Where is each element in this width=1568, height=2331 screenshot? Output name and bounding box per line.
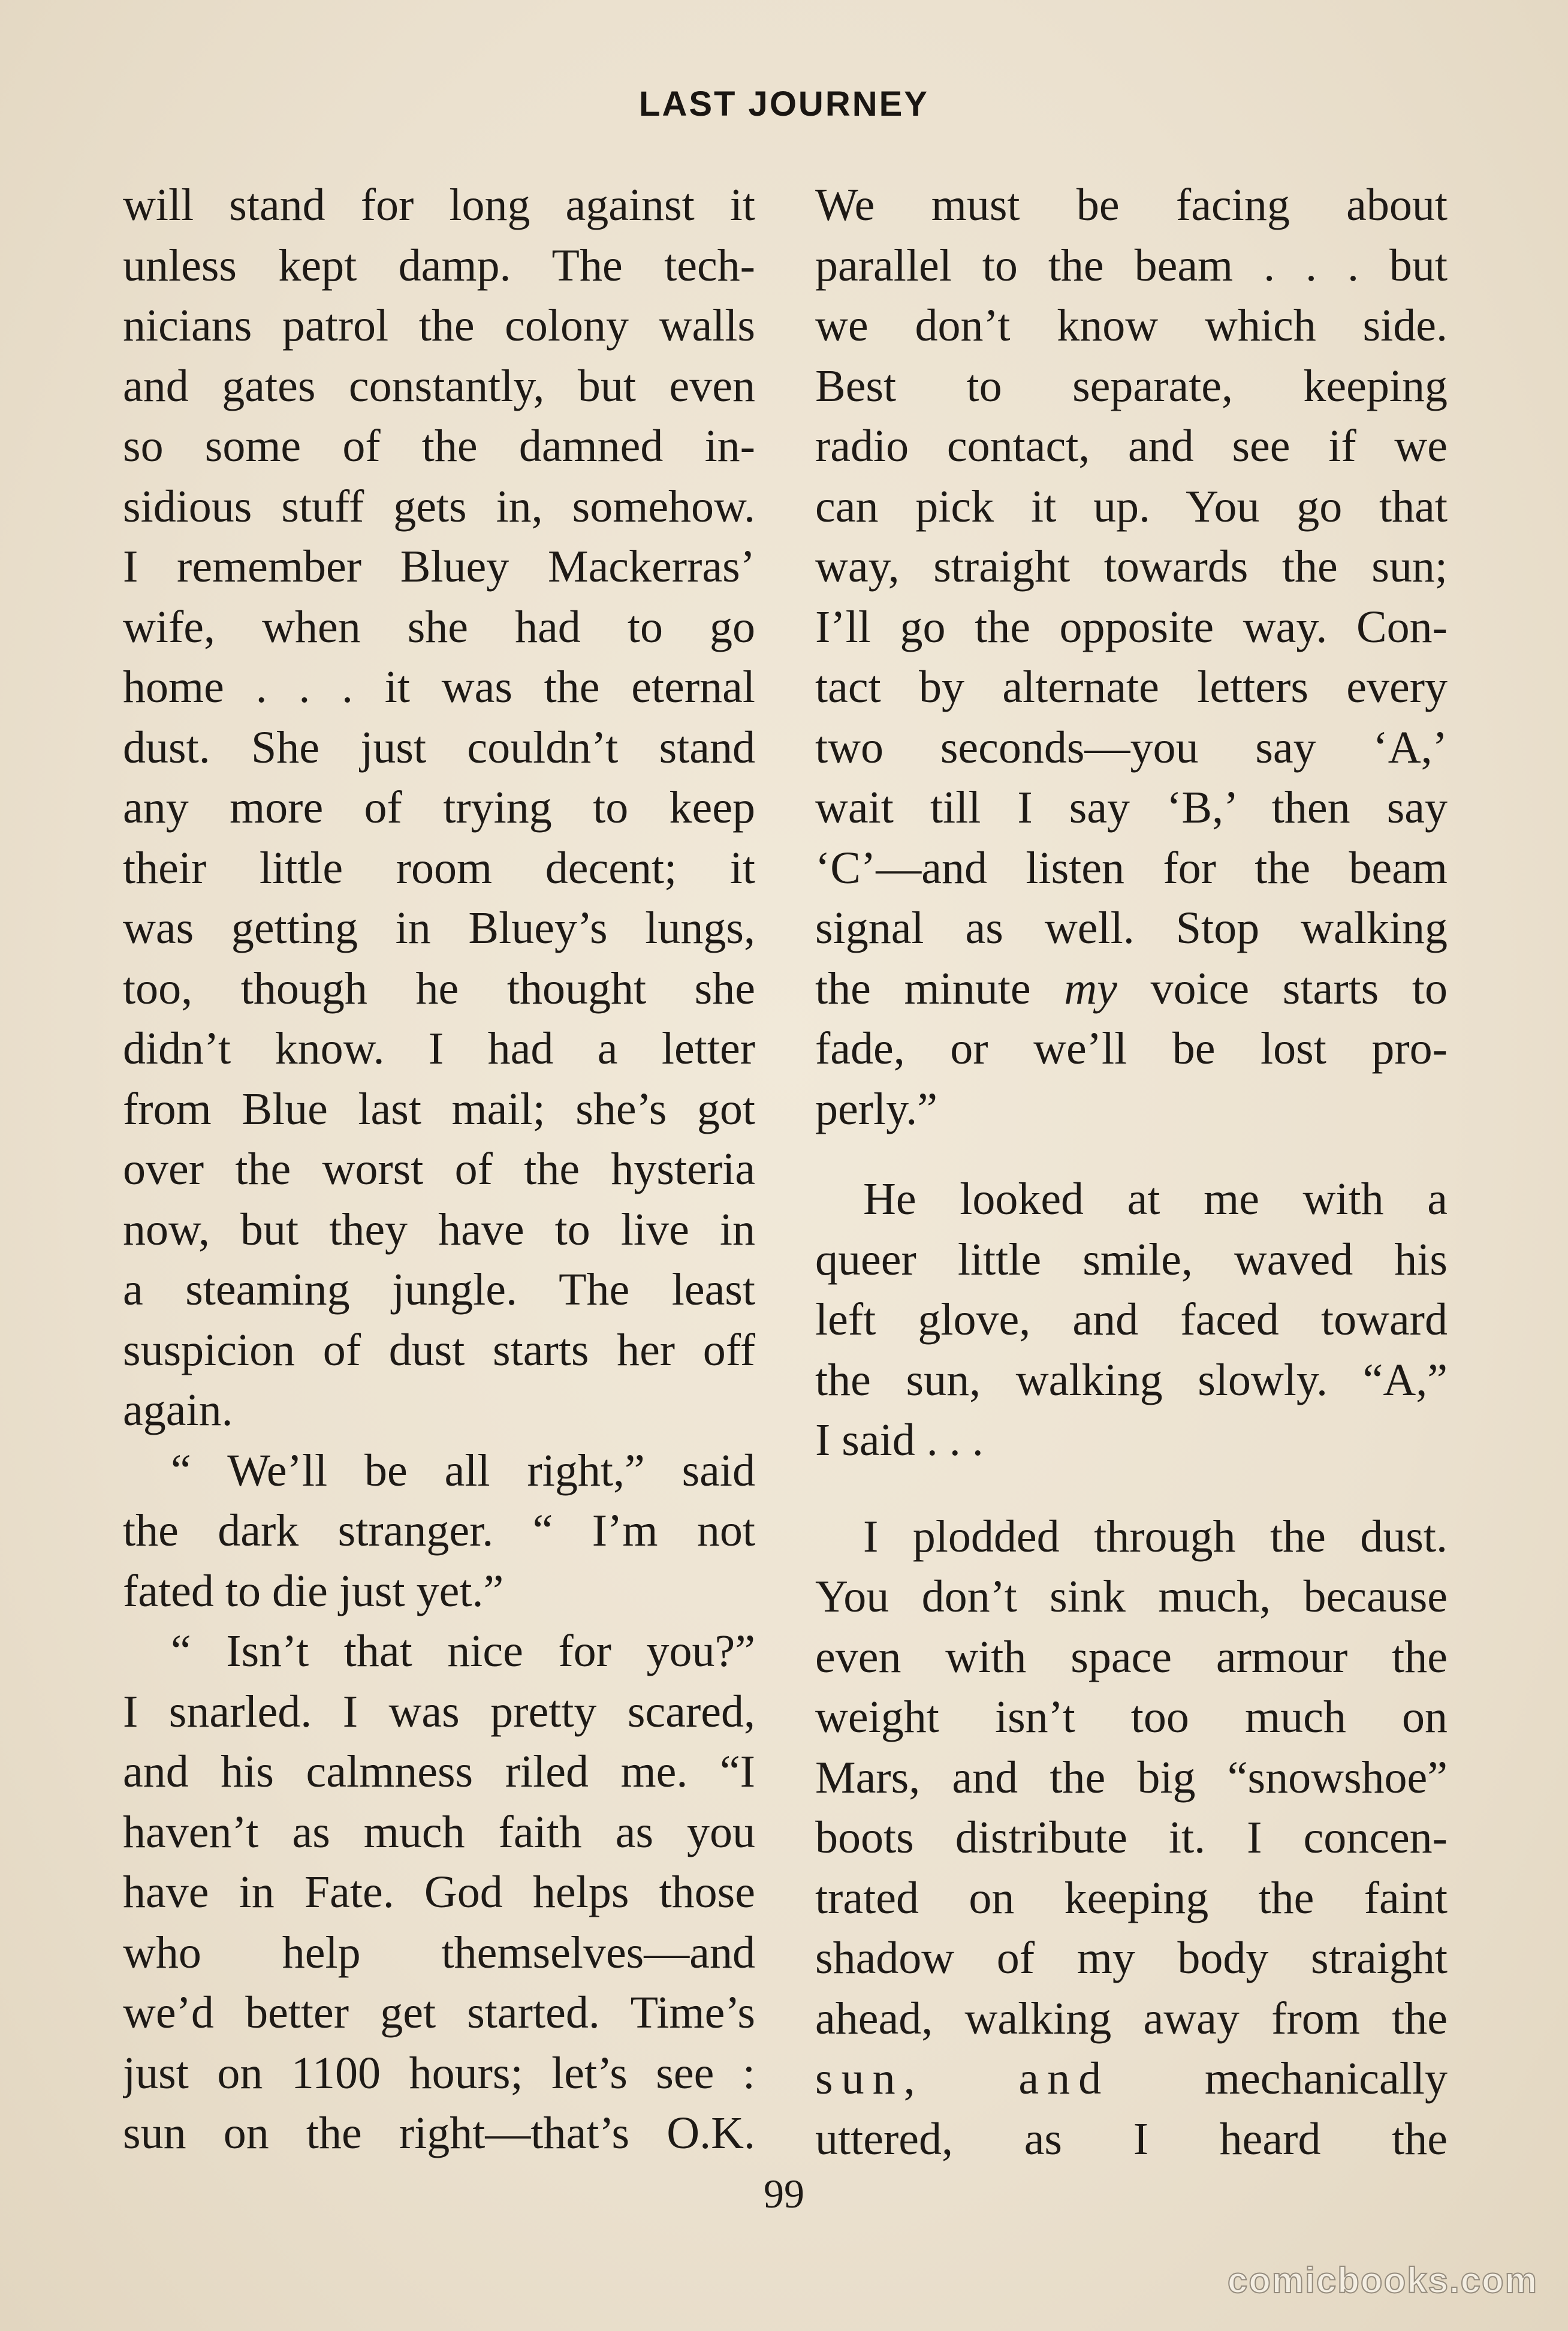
text-line: over the worst of the hysteria [123,1144,755,1194]
text-line: ‘C’—and listen for the beam [815,842,1448,893]
text-line: sun on the right—that’s O.K. [123,2108,755,2158]
text-line: again. [123,1385,233,1435]
right-column [815,175,1448,2169]
text-segment: the minute [815,963,1065,1014]
text-line: You don’t sink much, because [815,1571,1448,1622]
paragraph-gap [815,1471,1448,1507]
text-line: signal as well. Stop walking [815,903,1448,953]
text-segment: voice starts to [1117,963,1448,1014]
text-line: ahead, walking away from the [815,1993,1448,2044]
watermark-logo: comicbooks.com [1227,2260,1538,2300]
text-line: We must be facing about [815,180,1448,230]
text-line: shadow of my body straight [815,1933,1448,1983]
text-line: dust. She just couldn’t stand [123,722,755,773]
left-column [123,175,755,2164]
text-line: unless kept damp. The tech- [123,240,755,291]
text-line: radio contact, and see if we [815,421,1448,471]
text-line: their little room decent; it [123,842,755,893]
text-line: too, though he thought she [123,963,755,1014]
paragraph-gap [815,1139,1448,1169]
text-line: wife, when she had to go [123,601,755,652]
text-line: Mars, and the big “snowshoe” [815,1752,1448,1803]
text-line-spaced [815,2049,1448,2109]
text-line: two seconds—you say ‘A,’ [815,722,1448,773]
text-line: queer little smile, waved his [815,1234,1448,1285]
text-line: and his calmness riled me. “I [123,1746,755,1797]
text-line: perly.” [815,1083,937,1134]
text-line: haven’t as much faith as you [123,1806,755,1857]
text-line: trated on keeping the faint [815,1872,1448,1923]
text-line: “ Isn’t that nice for you?” [171,1626,755,1676]
page-number: 99 [764,2171,804,2216]
text-line: the sun, walking slowly. “A,” [815,1354,1448,1405]
text-line: Best to separate, keeping [815,360,1448,411]
text-line: so some of the damned in- [123,421,755,471]
text-line: nicians patrol the colony walls [123,300,755,351]
text-line: was getting in Bluey’s lungs, [123,903,755,953]
text-line: way, straight towards the sun; [815,541,1448,592]
text-line: just on 1100 hours; let’s see : [123,2047,755,2098]
text-line: home . . . it was the eternal [123,662,755,712]
text-line: now, but they have to live in [123,1204,755,1255]
text-line: tact by alternate letters every [815,662,1448,712]
text-segment: and [1018,2053,1110,2104]
text-line: suspicion of dust starts her off [123,1324,755,1375]
text-line: a steaming jungle. The least [123,1264,755,1315]
text-line: parallel to the beam . . . but [815,240,1448,291]
text-line: fade, or we’ll be lost pro- [815,1023,1448,1074]
text-line: and gates constantly, but even [123,360,755,411]
text-line: I said . . . [815,1415,984,1465]
text-line: we don’t know which side. [815,300,1448,351]
text-line: I’ll go the opposite way. Con- [815,601,1448,652]
text-line: will stand for long against it [123,180,755,230]
text-line-with-italic [815,959,1448,1019]
text-line: even with space armour the [815,1631,1448,1682]
text-line: uttered, as I heard the [815,2113,1448,2164]
text-line: I plodded through the dust. [863,1511,1448,1562]
text-line: I snarled. I was pretty scared, [123,1686,755,1737]
text-line: didn’t know. I had a letter [123,1023,755,1074]
text-line: we’d better get started. Time’s [123,1987,755,2038]
text-segment: mechanically [1204,2053,1448,2104]
text-line: weight isn’t too much on [815,1692,1448,1742]
text-line: left glove, and faced toward [815,1294,1448,1345]
text-line: the dark stranger. “ I’m not [123,1505,755,1556]
text-line: sidious stuff gets in, somehow. [123,481,755,532]
italic-word: my [1064,963,1117,1014]
text-segment: sun, [815,2053,924,2104]
text-line: any more of trying to keep [123,782,755,833]
running-head: LAST JOURNEY [639,85,929,124]
text-line: “ We’ll be all right,” said [171,1445,755,1496]
text-line: He looked at me with a [863,1174,1448,1224]
text-line: wait till I say ‘B,’ then say [815,782,1448,833]
text-line: fated to die just yet.” [123,1565,504,1616]
text-line: who help themselves—and [123,1927,755,1978]
text-line: from Blue last mail; she’s got [123,1083,755,1134]
text-line: have in Fate. God helps those [123,1867,755,1917]
text-line: I remember Bluey Mackerras’ [123,541,755,592]
text-line: boots distribute it. I concen- [815,1812,1448,1863]
text-line: can pick it up. You go that [815,481,1448,532]
